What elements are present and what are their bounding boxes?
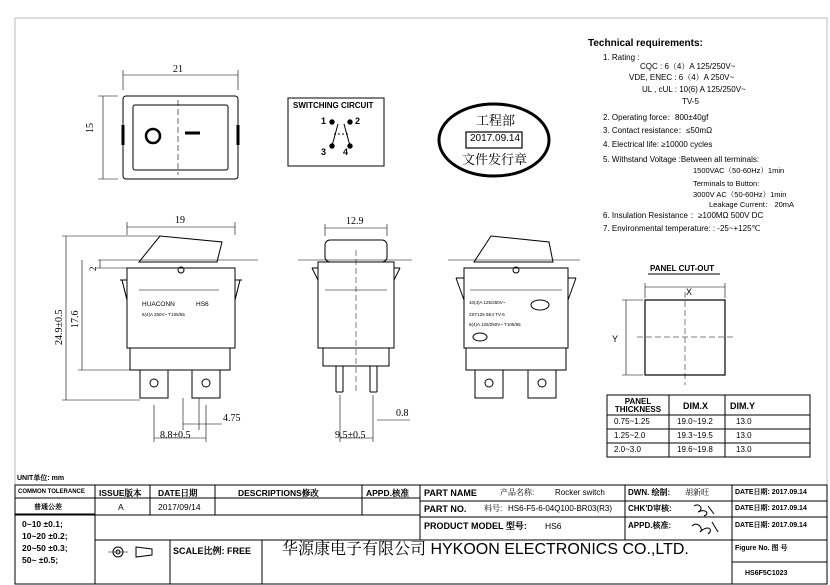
issue-header: ISSUE版本: [99, 488, 142, 498]
tech-item-4: 4. Electrical life: ≥10000 cycles: [603, 140, 713, 149]
product-model-label: PRODUCT MODEL 型号:: [424, 521, 527, 531]
panel-row-1-dimx: 19.0~19.2: [677, 417, 713, 426]
stamp-issued: 文件发行章: [462, 152, 528, 167]
dim-top-height: 15: [85, 123, 96, 133]
panel-header-dimy: DIM.Y: [730, 401, 756, 411]
top-view: [98, 70, 238, 179]
tech-tv: TV-5: [682, 97, 699, 106]
dwn-label: DWN. 绘制:: [628, 488, 671, 497]
rear-mark-1: 10(4)A 125/250V~: [469, 300, 506, 305]
tech-rating-label: 1. Rating :: [603, 53, 640, 62]
panel-header-dimx: DIM.X: [683, 401, 709, 411]
tech-cqc: CQC : 6（4）A 125/250V~: [640, 62, 736, 71]
figure-no-label: Figure No. 图 号: [735, 545, 788, 552]
panel-row-3-dimx: 19.6~19.8: [677, 445, 713, 454]
pin-4: 4: [343, 147, 349, 157]
part-name-cn: 产品名称:: [500, 488, 535, 497]
pin-1: 1: [321, 116, 327, 126]
dwn-name: 胡新旺: [685, 488, 709, 497]
part-no-cn: 料号:: [484, 504, 503, 513]
issue-value: A: [118, 502, 124, 512]
dim-9-5: 9.5±0.5: [335, 430, 366, 441]
panel-row-2-dimx: 19.3~19.5: [677, 431, 713, 440]
panel-y-label: Y: [612, 334, 619, 344]
stamp-dept: 工程部: [476, 113, 516, 128]
dim-4-75: 4.75: [223, 413, 241, 424]
dim-side-width: 12.9: [346, 216, 364, 227]
date-3: DATE日期: 2017.09.14: [735, 522, 807, 529]
tech-item-5: 5. Withstand Voltage :Between all terminals:: [603, 155, 760, 164]
projection-symbol: [108, 547, 152, 557]
date-header: DATE日期: [158, 488, 198, 498]
tech-ul: UL , cUL : 10(6) A 125/250V~: [642, 85, 746, 94]
tech-item-5d: Leakage Current： 20mA: [709, 200, 795, 209]
switching-title: SWITCHING CIRCUIT: [293, 101, 374, 110]
dim-8-8: 8.8±0.5: [160, 430, 191, 441]
scale-label: SCALE比例: FREE: [173, 546, 252, 556]
front-brand: HUACONN: [142, 301, 175, 308]
tech-item-3: 3. Contact resistance：≤50mΩ: [603, 126, 713, 135]
date-1: DATE日期: 2017.09.14: [735, 489, 807, 496]
date-value: 2017/09/14: [158, 502, 201, 512]
panel-row-1-dimy: 13.0: [736, 417, 752, 426]
panel-row-3-thickness: 2.0~3.0: [614, 445, 641, 454]
front-view: [62, 222, 258, 442]
chk-label: CHK'D审核:: [628, 504, 672, 513]
appd-label: APPD.核准:: [628, 521, 672, 530]
unit-label: UNIT单位: mm: [17, 475, 65, 482]
common-tolerance-cn: 普通公差: [34, 504, 62, 511]
panel-row-2-thickness: 1.25~2.0: [614, 431, 646, 440]
signature-marks: [688, 500, 728, 536]
rear-mark-3: 6(4)A 125/250V~ T105/55: [469, 322, 521, 327]
part-no-value: HS6-F5-6-04Q100-BR03(R3): [508, 504, 613, 513]
panel-row-1-thickness: 0.75~1.25: [614, 417, 650, 426]
front-rating: 6(4)A 250V~ T105/55: [142, 312, 185, 317]
dim-top-width: 21: [173, 64, 183, 75]
tech-vde: VDE, ENEC : 6（4）A 250V~: [629, 73, 735, 82]
panel-header-thickness: PANEL THICKNESS: [614, 397, 662, 415]
panel-cutout: [622, 274, 735, 385]
dim-24-9: 24.9±0.5: [54, 309, 65, 345]
descriptions-header: DESCRIPTIONS修改: [238, 488, 319, 498]
figure-no-value: HS6F5C1023: [745, 570, 788, 577]
tech-item-2: 2. Operating force：800±40gf: [603, 113, 709, 122]
product-model-value: HS6: [545, 521, 562, 531]
part-name-value: Rocker switch: [555, 488, 605, 497]
panel-title: PANEL CUT-OUT: [650, 264, 715, 273]
dim-front-width: 19: [175, 215, 185, 226]
pin-2: 2: [355, 116, 361, 126]
part-name-label: PART NAME: [424, 488, 477, 498]
tol-50-up: 50~ ±0.5;: [22, 555, 59, 565]
common-tolerance: COMMON TOLERANCE: [18, 489, 85, 495]
front-model: HS6: [196, 301, 209, 308]
tol-20-50: 20~50 ±0.3;: [22, 543, 68, 553]
tech-item-7: 7. Environmental temperature: : -25~+125℃: [603, 224, 761, 233]
date-2: DATE日期: 2017.09.14: [735, 505, 807, 512]
appd-header: APPD.核准: [366, 488, 409, 498]
company-name: 华源康电子有限公司 HYKOON ELECTRONICS CO.,LTD.: [282, 541, 689, 558]
dim-0-8: 0.8: [396, 408, 409, 419]
rear-mark-2: 2ST125 5E4 TV-5: [469, 312, 505, 317]
part-no-label: PART NO.: [424, 504, 467, 514]
tech-title: Technical requirements:: [588, 38, 703, 49]
dim-17-6: 17.6: [70, 310, 81, 328]
tech-item-6: 6. Insulation Resistance ：≥100MΩ 500V DC: [603, 211, 764, 220]
pin-3: 3: [321, 147, 327, 157]
panel-row-2-dimy: 13.0: [736, 431, 752, 440]
panel-row-3-dimy: 13.0: [736, 445, 752, 454]
dim-2: 2: [88, 266, 98, 271]
tol-10-20: 10~20 ±0.2;: [22, 531, 68, 541]
side-view: [298, 224, 412, 442]
tech-item-5a: 1500VAC（50-60Hz）1min: [693, 166, 785, 175]
rear-view: [448, 236, 580, 398]
panel-x-label: X: [686, 287, 693, 297]
tech-item-5b: Terminals to Button:: [693, 179, 760, 188]
tol-0-10: 0~10 ±0.1;: [22, 519, 63, 529]
tech-item-5c: 3000V AC（50-60Hz）1min: [693, 190, 787, 199]
stamp-date: 2017.09.14: [470, 133, 521, 144]
